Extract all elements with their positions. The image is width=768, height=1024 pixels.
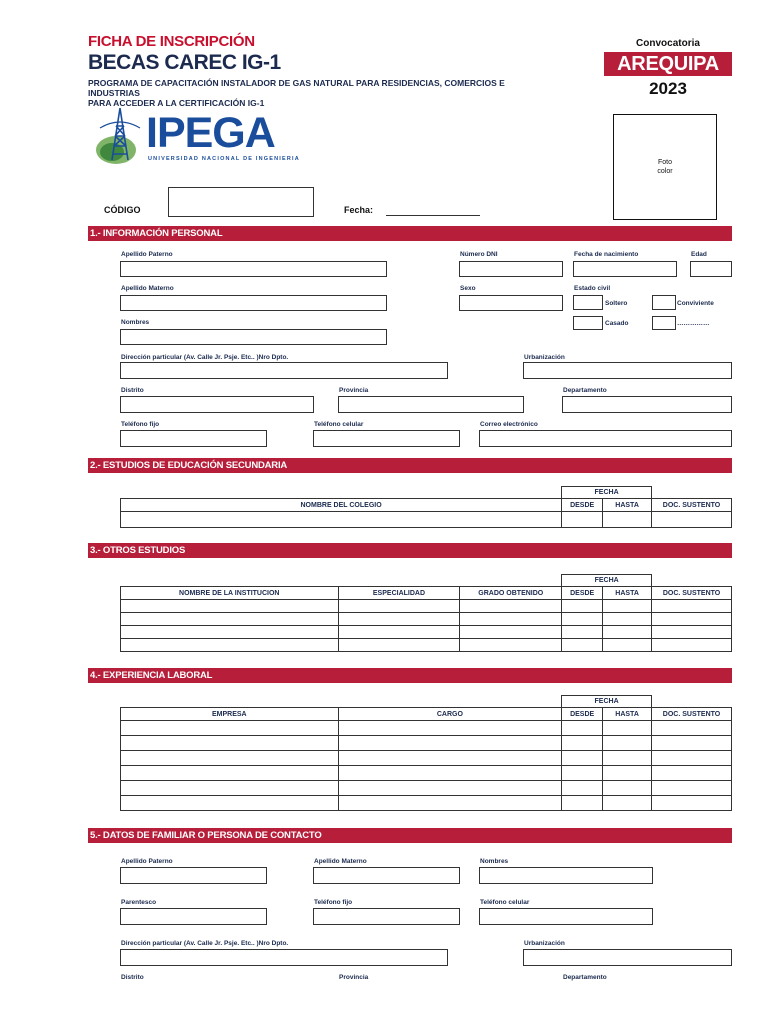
- edad-field[interactable]: [690, 261, 732, 277]
- header-doc-sustento: DOC. SUSTENTO: [652, 708, 732, 721]
- table-row[interactable]: [121, 721, 732, 736]
- photo-label-1: Foto: [657, 159, 672, 166]
- contact-nombres-field[interactable]: [479, 867, 653, 884]
- table-row[interactable]: [121, 736, 732, 751]
- header-desde: DESDE: [562, 708, 603, 721]
- table-row[interactable]: [121, 613, 732, 626]
- contact-direccion-field[interactable]: [120, 949, 448, 966]
- date-field[interactable]: [386, 215, 480, 216]
- conviviente-checkbox[interactable]: [652, 295, 676, 310]
- table-row[interactable]: [121, 751, 732, 766]
- label-correo: Correo electrónico: [480, 421, 538, 428]
- header-doc-sustento: DOC. SUSTENTO: [652, 587, 732, 600]
- label-contact-apellido-materno: Apellido Materno: [314, 858, 367, 865]
- label-contact-distrito: Distrito: [121, 974, 144, 981]
- subtitle-line-1: PROGRAMA DE CAPACITACIÓN INSTALADOR DE GAS NATURAL PARA RESIDENCIAS, COMERCIOS E INDUSTRIAS: [88, 78, 505, 98]
- nombres-field[interactable]: [120, 329, 387, 345]
- header-hasta: HASTA: [603, 587, 652, 600]
- header-fecha: FECHA: [562, 575, 652, 587]
- label-otro: ……………: [677, 320, 710, 327]
- fecha-nacimiento-field[interactable]: [573, 261, 677, 277]
- apellido-materno-field[interactable]: [120, 295, 387, 311]
- subtitle-line-2: PARA ACCEDER A LA CERTIFICACIÓN IG-1: [88, 98, 265, 108]
- photo-box[interactable]: [613, 114, 717, 220]
- distrito-field[interactable]: [120, 396, 314, 413]
- header-fecha: FECHA: [562, 696, 652, 708]
- header-fecha: FECHA: [562, 487, 652, 499]
- label-contact-apellido-paterno: Apellido Paterno: [121, 858, 173, 865]
- label-distrito: Distrito: [121, 387, 144, 394]
- label-contact-departamento: Departamento: [563, 974, 607, 981]
- dni-field[interactable]: [459, 261, 563, 277]
- label-departamento: Departamento: [563, 387, 607, 394]
- program-title: BECAS CAREC IG-1: [88, 51, 281, 74]
- label-sexo: Sexo: [460, 285, 476, 292]
- section-other-studies: 3.- OTROS ESTUDIOS: [88, 543, 732, 558]
- table-row[interactable]: [121, 781, 732, 796]
- code-field[interactable]: [168, 187, 314, 217]
- provincia-field[interactable]: [338, 396, 524, 413]
- contact-apellido-paterno-field[interactable]: [120, 867, 267, 884]
- label-contact-telefono-fijo: Teléfono fijo: [314, 899, 353, 906]
- header-hasta: HASTA: [603, 708, 652, 721]
- contact-apellido-materno-field[interactable]: [313, 867, 460, 884]
- secondary-education-table: [120, 486, 732, 528]
- table-row[interactable]: [121, 766, 732, 781]
- year-label: 2023: [649, 79, 687, 98]
- header-empresa: EMPRESA: [121, 708, 339, 721]
- header-doc-sustento: DOC. SUSTENTO: [652, 499, 732, 512]
- city-banner: AREQUIPA: [604, 52, 732, 76]
- casado-checkbox[interactable]: [573, 316, 603, 330]
- section-personal-info: 1.- INFORMACIÓN PERSONAL: [88, 226, 732, 241]
- label-contact-direccion: Dirección particular (Av. Calle Jr. Psje. Etc.. )Nro Dpto.: [121, 940, 289, 947]
- header-desde: DESDE: [562, 587, 603, 600]
- label-direccion: Dirección particular (Av. Calle Jr. Psje. Etc.. )Nro Dpto.: [121, 354, 289, 361]
- label-edad: Edad: [691, 251, 707, 258]
- direccion-field[interactable]: [120, 362, 448, 379]
- table-row[interactable]: [121, 626, 732, 639]
- other-studies-table: [120, 574, 732, 652]
- contact-urbanizacion-field[interactable]: [523, 949, 732, 966]
- header-cargo: CARGO: [338, 708, 562, 721]
- section-secondary-education: 2.- ESTUDIOS DE EDUCACIÓN SECUNDARIA: [88, 458, 732, 473]
- form-title: FICHA DE INSCRIPCIÓN: [88, 33, 255, 50]
- label-contact-nombres: Nombres: [480, 858, 509, 865]
- header-desde: DESDE: [562, 499, 603, 512]
- convocatoria-label: Convocatoria: [636, 38, 700, 49]
- otro-checkbox[interactable]: [652, 316, 676, 330]
- work-experience-table: [120, 695, 732, 811]
- label-parentesco: Parentesco: [121, 899, 157, 906]
- label-contact-telefono-celular: Teléfono celular: [480, 899, 530, 906]
- tower-globe-icon: [94, 106, 146, 166]
- label-contact-urbanizacion: Urbanización: [524, 940, 565, 947]
- logo-wordmark: IPEGA: [146, 109, 275, 157]
- header-hasta: HASTA: [603, 499, 652, 512]
- code-label: CÓDIGO: [104, 205, 141, 215]
- program-subtitle: [88, 78, 548, 108]
- departamento-field[interactable]: [562, 396, 732, 413]
- telefono-fijo-field[interactable]: [120, 430, 267, 447]
- table-row[interactable]: [121, 600, 732, 613]
- parentesco-field[interactable]: [120, 908, 267, 925]
- label-soltero: Soltero: [605, 300, 628, 307]
- table-row[interactable]: [121, 639, 732, 652]
- label-fecha-nacimiento: Fecha de nacimiento: [574, 251, 639, 258]
- label-telefono-fijo: Teléfono fijo: [121, 421, 160, 428]
- header-grado: GRADO OBTENIDO: [460, 587, 562, 600]
- label-contact-provincia: Provincia: [339, 974, 369, 981]
- section-work-experience: 4.- EXPERIENCIA LABORAL: [88, 668, 732, 683]
- header-institucion: NOMBRE DE LA INSTITUCION: [121, 587, 339, 600]
- section-contact-person: 5.- DATOS DE FAMILIAR O PERSONA DE CONTACTO: [88, 828, 732, 843]
- contact-telefono-celular-field[interactable]: [479, 908, 653, 925]
- soltero-checkbox[interactable]: [573, 295, 603, 310]
- logo-university: UNIVERSIDAD NACIONAL DE INGENIERIA: [148, 156, 300, 162]
- telefono-celular-field[interactable]: [313, 430, 460, 447]
- apellido-paterno-field[interactable]: [120, 261, 387, 277]
- urbanizacion-field[interactable]: [523, 362, 732, 379]
- label-urbanizacion: Urbanización: [524, 354, 565, 361]
- correo-field[interactable]: [479, 430, 732, 447]
- label-telefono-celular: Teléfono celular: [314, 421, 364, 428]
- header-nombre-colegio: NOMBRE DEL COLEGIO: [121, 499, 562, 512]
- ipega-logo: [94, 106, 314, 168]
- header-especialidad: ESPECIALIDAD: [338, 587, 460, 600]
- label-estado-civil: Estado civil: [574, 285, 611, 292]
- label-nombres: Nombres: [121, 319, 150, 326]
- label-casado: Casado: [605, 320, 629, 327]
- contact-telefono-fijo-field[interactable]: [313, 908, 460, 925]
- label-apellido-paterno: Apellido Paterno: [121, 251, 173, 258]
- label-apellido-materno: Apellido Materno: [121, 285, 174, 292]
- label-conviviente: Conviviente: [677, 300, 714, 307]
- sexo-field[interactable]: [459, 295, 563, 311]
- label-dni: Número DNI: [460, 251, 498, 258]
- label-provincia: Provincia: [339, 387, 369, 394]
- photo-label-2: color: [657, 168, 673, 175]
- table-row[interactable]: [121, 796, 732, 811]
- table-row[interactable]: [121, 512, 732, 528]
- date-label: Fecha:: [344, 205, 374, 215]
